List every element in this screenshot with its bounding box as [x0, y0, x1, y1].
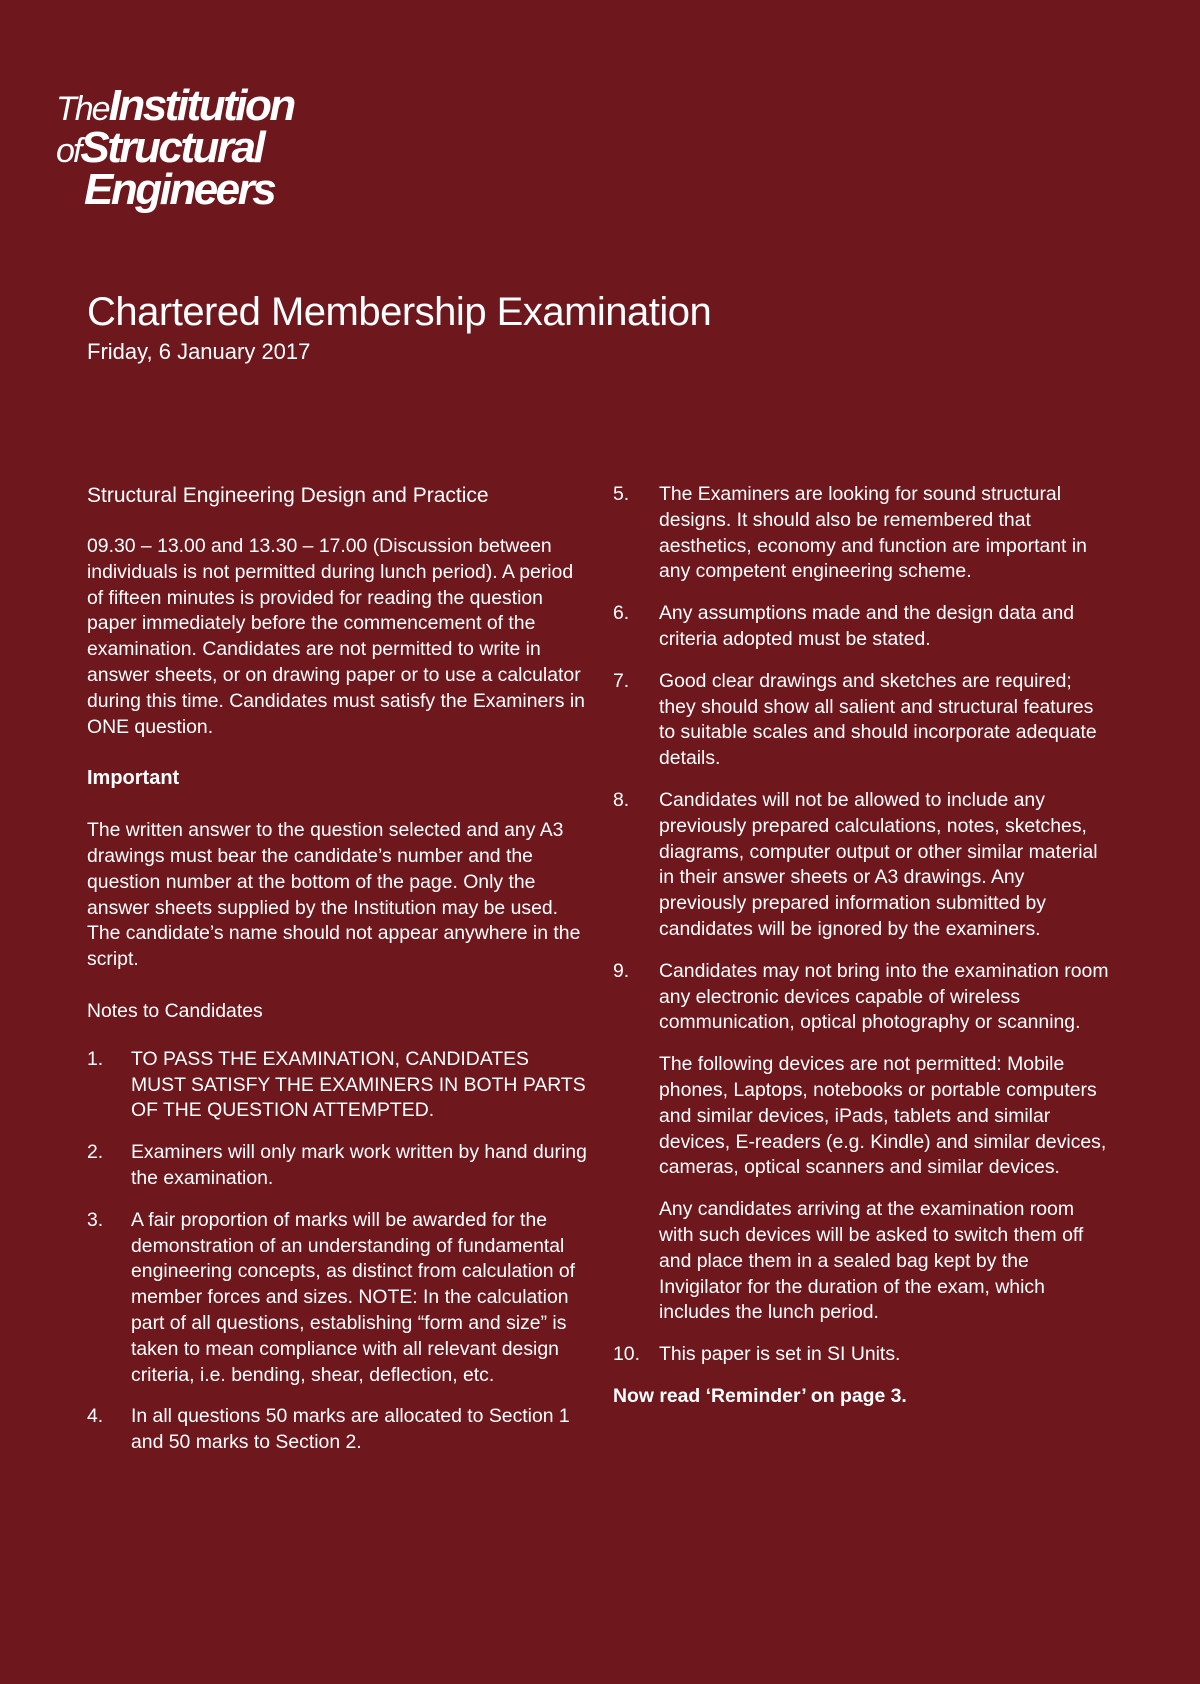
intro-paragraph: 09.30 – 13.00 and 13.30 – 17.00 (Discussion between individuals is not permitted during lunch period). A period of fifteen minutes is provided for reading the question paper immediately before the commencement of the examination. Candidates are not permitted to write in answer sheets, or on drawing paper or to use a calculator during this time. Candidates must satisfy the Examiners in ONE question. [87, 535, 585, 738]
logo-line-1: TheInstitution [56, 81, 294, 130]
right-column [613, 482, 1113, 1410]
note-text: Examiners will only mark work written by hand during the examination. [131, 1141, 587, 1189]
reminder-note: Now read ‘Reminder’ on page 3. [613, 1384, 907, 1407]
note-text: Candidates may not bring into the examination room any electronic devices capable of wireless communication, optical photography or scanning. [659, 959, 1109, 1034]
note-text: Good clear drawings and sketches are required; they should show all salient and structural features to suitable scales and should incorporate adequate details. [659, 669, 1097, 770]
note-number: 6. [613, 602, 630, 625]
note-item [87, 1047, 587, 1124]
note-number: 9. [613, 959, 630, 982]
note-item [613, 788, 1113, 943]
note-text: The Examiners are looking for sound structural designs. It should also be remembered that aesthetics, economy and function are important in any competent engineering scheme. [659, 483, 1087, 583]
note-number: 1. [87, 1047, 104, 1070]
note-item [613, 669, 1113, 772]
note-number: 5. [613, 483, 630, 505]
note-item [87, 1404, 587, 1456]
note-number: 2. [87, 1141, 104, 1164]
institution-logo [56, 81, 316, 214]
subject-heading: Structural Engineering Design and Practice [87, 484, 489, 507]
important-heading: Important [87, 767, 180, 790]
page-title: Chartered Membership Examination [87, 290, 712, 334]
note-text: Candidates will not be allowed to include any previously prepared calculations, notes, sketches, diagrams, computer output or other similar material in their answer sheets or A3 drawings. Any previously prepared information submitted by candidates will be ignored by the examiners. [659, 788, 1098, 940]
note-text: In all questions 50 marks are allocated to Section 1 and 50 marks to Section 2. [131, 1405, 570, 1454]
notes-list-right [613, 482, 1113, 1368]
devices-arrival-paragraph: Any candidates arriving at the examination room with such devices will be asked to switch them off and place them in a sealed bag kept by the Invigilator for the duration of the exam, which includes the lunch period. [659, 1198, 1084, 1324]
note-number: 8. [613, 788, 630, 811]
note-text: TO PASS THE EXAMINATION, CANDIDATES MUST SATISFY THE EXAMINERS IN BOTH PARTS OF THE QUESTION ATTEMPTED. [131, 1047, 586, 1122]
note-body [659, 959, 1113, 1326]
left-column [87, 482, 587, 1472]
important-paragraph: The written answer to the question selected and any A3 drawings must bear the candidate’s number and the question number at the bottom of the page. Only the answer sheets supplied by the Institution may be used. The candidate’s name should not appear anywhere in the script. [87, 819, 581, 971]
exam-date: Friday, 6 January 2017 [87, 339, 311, 364]
note-item [87, 1208, 587, 1389]
note-number: 3. [87, 1208, 104, 1231]
devices-paragraph: The following devices are not permitted: Mobile phones, Laptops, notebooks or portable computers and similar devices, iPads, tablets and similar devices, E-readers (e.g. Kindle) and similar devices, cameras, optical scanners and similar devices. [659, 1053, 1107, 1179]
note-number: 10. [613, 1343, 640, 1366]
note-number: 7. [613, 669, 630, 692]
logo-line-2: ofStructural [56, 123, 264, 172]
note-number: 4. [87, 1405, 104, 1428]
notes-heading: Notes to Candidates [87, 999, 263, 1022]
note-text: A fair proportion of marks will be awarded for the demonstration of an understanding of fundamental engineering concepts, as distinct from calculation of member forces and sizes. NOTE: In the calculation part of all questions, establishing “form and size” is taken to mean compliance with all relevant design criteria, i.e. bending, shear, deflection, etc. [131, 1208, 576, 1386]
notes-list-left [87, 1047, 587, 1456]
note-item [613, 601, 1113, 653]
note-text: This paper is set in SI Units. [659, 1343, 901, 1366]
note-item [87, 1140, 587, 1192]
note-item [613, 482, 1113, 585]
note-item [613, 959, 1113, 1326]
note-item [613, 1342, 1113, 1368]
logo-line-3: Engineers [84, 165, 275, 214]
note-text: Any assumptions made and the design data and criteria adopted must be stated. [659, 602, 1075, 650]
